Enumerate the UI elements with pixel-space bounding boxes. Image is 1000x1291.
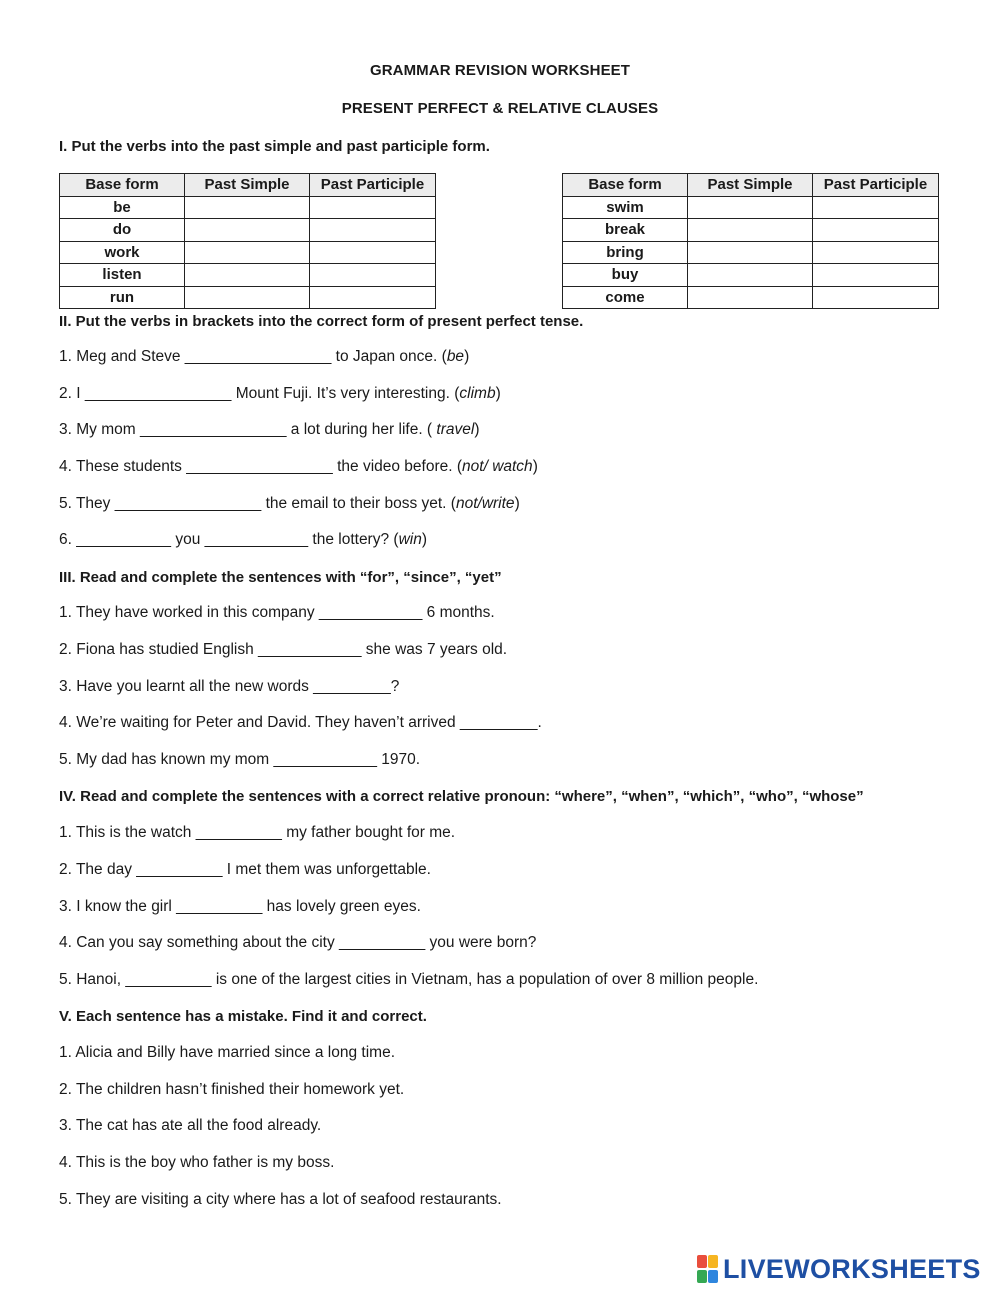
exercise-sentence[interactable]: 6. ___________ you ____________ the lottery? (win) [59, 531, 427, 548]
exercise-sentence[interactable]: 4. We’re waiting for Peter and David. They haven’t arrived _________. [59, 714, 542, 731]
worksheet-title: GRAMMAR REVISION WORKSHEET [369, 62, 631, 79]
exercise-sentence[interactable]: 2. I _________________ Mount Fuji. It’s very interesting. (climb) [59, 385, 501, 402]
answer-cell[interactable] [185, 264, 310, 287]
answer-cell[interactable] [813, 286, 939, 309]
column-header-past-participle: Past Participle [813, 174, 939, 197]
column-header-past-participle: Past Participle [310, 174, 436, 197]
section-5-heading: V. Each sentence has a mistake. Find it and correct. [59, 1008, 427, 1025]
exercise-sentence[interactable]: 1. Alicia and Billy have married since a long time. [59, 1044, 395, 1061]
base-verb: buy [563, 264, 688, 287]
answer-cell[interactable] [310, 241, 436, 264]
answer-cell[interactable] [185, 286, 310, 309]
section-1-heading: I. Put the verbs into the past simple and past participle form. [59, 138, 490, 155]
exercise-sentence[interactable]: 3. Have you learnt all the new words _________? [59, 678, 400, 695]
base-verb: listen [60, 264, 185, 287]
base-verb: bring [563, 241, 688, 264]
answer-cell[interactable] [310, 196, 436, 219]
answer-cell[interactable] [813, 219, 939, 242]
answer-cell[interactable] [813, 241, 939, 264]
exercise-sentence[interactable]: 2. The children hasn’t finished their homework yet. [59, 1081, 405, 1098]
exercise-sentence[interactable]: 2. Fiona has studied English ____________ she was 7 years old. [59, 641, 508, 658]
base-verb: run [60, 286, 185, 309]
section-4-heading: IV. Read and complete the sentences with a correct relative pronoun: “where”, “when”, “which”, “who”, “whose” [59, 788, 864, 805]
exercise-sentence[interactable]: 3. My mom _________________ a lot during her life. ( travel) [59, 421, 480, 438]
worksheet-subtitle: PRESENT PERFECT & RELATIVE CLAUSES [341, 100, 659, 117]
answer-cell[interactable] [310, 264, 436, 287]
base-verb: be [60, 196, 185, 219]
column-header-base-form: Base form [60, 174, 185, 197]
base-verb: swim [563, 196, 688, 219]
exercise-sentence[interactable]: 1. This is the watch __________ my father bought for me. [59, 824, 456, 841]
base-verb: break [563, 219, 688, 242]
exercise-sentence[interactable]: 5. My dad has known my mom ____________ 1970. [59, 751, 421, 768]
answer-cell[interactable] [310, 219, 436, 242]
answer-cell[interactable] [688, 196, 813, 219]
base-verb: work [60, 241, 185, 264]
column-header-past-simple: Past Simple [688, 174, 813, 197]
answer-cell[interactable] [688, 241, 813, 264]
answer-cell[interactable] [185, 196, 310, 219]
exercise-sentence[interactable]: 5. They are visiting a city where has a lot of seafood restaurants. [59, 1191, 502, 1208]
verb-table-right [562, 173, 939, 309]
liveworksheets-logo-icon [697, 1255, 719, 1283]
answer-cell[interactable] [813, 196, 939, 219]
answer-cell[interactable] [310, 286, 436, 309]
answer-cell[interactable] [688, 219, 813, 242]
liveworksheets-logo-text: LIVEWORKSHEETS [723, 1253, 981, 1284]
exercise-sentence[interactable]: 5. Hanoi, __________ is one of the largest cities in Vietnam, has a population of over 8 million people. [59, 971, 759, 988]
section-3-heading: III. Read and complete the sentences with “for”, “since”, “yet” [59, 569, 502, 586]
answer-cell[interactable] [185, 219, 310, 242]
exercise-sentence[interactable]: 1. Meg and Steve _________________ to Japan once. (be) [59, 348, 470, 365]
exercise-sentence[interactable]: 1. They have worked in this company ____________ 6 months. [59, 604, 495, 621]
answer-cell[interactable] [688, 286, 813, 309]
column-header-base-form: Base form [563, 174, 688, 197]
answer-cell[interactable] [185, 241, 310, 264]
section-2-heading: II. Put the verbs in brackets into the correct form of present perfect tense. [59, 313, 584, 330]
column-header-past-simple: Past Simple [185, 174, 310, 197]
verb-table-left [59, 173, 436, 309]
exercise-sentence[interactable]: 3. I know the girl __________ has lovely green eyes. [59, 898, 421, 915]
exercise-sentence[interactable]: 4. This is the boy who father is my boss. [59, 1154, 335, 1171]
base-verb: come [563, 286, 688, 309]
exercise-sentence[interactable]: 4. These students _________________ the video before. (not/ watch) [59, 458, 538, 475]
exercise-sentence[interactable]: 4. Can you say something about the city __________ you were born? [59, 934, 537, 951]
answer-cell[interactable] [688, 264, 813, 287]
exercise-sentence[interactable]: 3. The cat has ate all the food already. [59, 1117, 322, 1134]
exercise-sentence[interactable]: 5. They _________________ the email to their boss yet. (not/write) [59, 495, 520, 512]
base-verb: do [60, 219, 185, 242]
liveworksheets-logo [697, 1252, 981, 1286]
exercise-sentence[interactable]: 2. The day __________ I met them was unforgettable. [59, 861, 431, 878]
answer-cell[interactable] [813, 264, 939, 287]
